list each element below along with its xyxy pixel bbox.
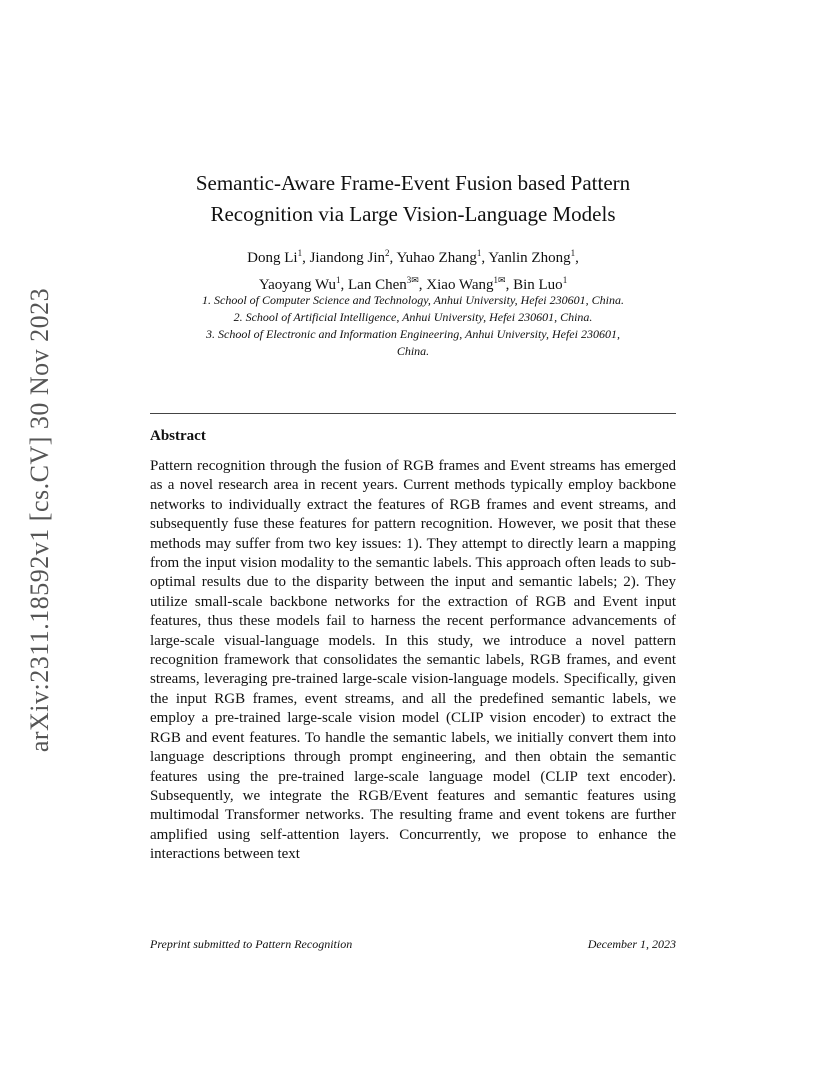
affiliations <box>150 292 676 360</box>
abstract-heading: Abstract <box>150 428 206 444</box>
author-name: Dong Li <box>247 250 298 266</box>
title-line-1: Semantic-Aware Frame-Event Fusion based Pattern <box>195 171 631 195</box>
author-name: Yaoyang Wu <box>258 277 336 293</box>
author-affiliation-mark: 1 <box>336 275 341 285</box>
title-line-2: Recognition via Large Vision-Language Models <box>210 202 616 226</box>
arxiv-identifier: arXiv:2311.18592v1 [cs.CV] 30 Nov 2023 <box>25 287 54 753</box>
author-affiliation-mark: 2 <box>385 248 390 258</box>
affiliation-line: 3. School of Electronic and Information Engineering, Anhui University, Hefei 230601, <box>206 327 620 341</box>
arxiv-sidebar <box>20 280 60 760</box>
author-affiliation-mark: 3✉ <box>406 275 419 285</box>
author-line-1: Dong Li$^1$, Jiandong Jin$^2$, Yuhao Zhang$^1$, Yanlin Zhong$^1$, <box>247 248 579 266</box>
paper-title <box>150 168 676 230</box>
author-name: Yuhao Zhang <box>396 250 477 266</box>
author-affiliation-mark: 1 <box>562 275 568 285</box>
footer-date: December 1, 2023 <box>587 937 676 951</box>
footer-journal: Preprint submitted to Pattern Recognition <box>150 937 353 951</box>
abstract-body: Pattern recognition through the fusion of RGB frames and Event streams has emerged as a novel research area in recent years. Current methods typically employ backbone networks to individually extract the features of RGB frames and event streams, and subsequently fuse these features for pattern recognition. However, we posit that these methods may suffer from two key issues: 1). They attempt to directly learn a mapping from the input vision modality to the semantic labels. This approach often leads to sub-optimal results due to the disparity between the input and semantic labels; 2). They utilize small-scale backbone networks for the extraction of RGB and Event input features, thus these models fail to harness the recent performance advancements of large-scale visual-language models. In this study, we introduce a novel pattern recognition framework that consolidates the semantic labels, RGB frames, and event streams, leveraging pre-trained large-scale vision-language models. Specifically, given the input RGB frames, event streams, and all the predefined semantic labels, we employ a pre-trained large-scale vision model (CLIP vision encoder) to extract the RGB and event features. To handle the semantic labels, we initially convert them into language descriptions through prompt engineering, and then obtain the semantic features using the pre-trained large-scale language model (CLIP text encoder). Subsequently, we integrate the RGB/Event features and semantic features using multimodal Transformer networks. The resulting frame and event tokens are further amplified using self-attention layers. Concurrently, we propose to enhance the interactions between text <box>150 458 676 863</box>
affiliation-line: China. <box>396 344 430 358</box>
author-affiliation-mark: 1 <box>476 248 482 258</box>
author-name: Xiao Wang <box>426 277 494 293</box>
author-name: Bin Luo <box>513 277 563 293</box>
author-affiliation-mark: 1 <box>297 248 303 258</box>
author-affiliation-mark: 1 <box>570 248 576 258</box>
author-affiliation-mark: 1✉ <box>493 275 506 285</box>
author-list <box>150 242 676 296</box>
author-line-2: Yaoyang Wu$^1$, Lan Chen$^{3✉}$, Xiao Wang$^{1✉}$, Bin Luo$^1$ <box>258 275 568 293</box>
author-name: Jiandong Jin <box>309 250 386 266</box>
affiliation-line: 2. School of Artificial Intelligence, Anhui University, Hefei 230601, China. <box>233 310 593 324</box>
affiliation-line: 1. School of Computer Science and Technology, Anhui University, Hefei 230601, China. <box>202 293 624 307</box>
author-name: Yanlin Zhong <box>488 250 571 266</box>
section-divider <box>150 413 676 414</box>
author-name: Lan Chen <box>348 277 407 293</box>
